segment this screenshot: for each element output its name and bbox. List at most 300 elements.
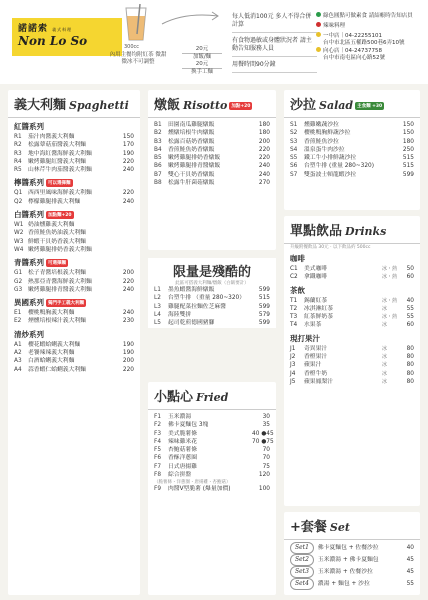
menu-item bbox=[8, 341, 140, 349]
item-code: Q2 bbox=[14, 198, 23, 205]
set-price: 55 bbox=[406, 581, 414, 587]
menu-item bbox=[8, 246, 140, 254]
item-code: L5 bbox=[154, 320, 161, 327]
addon-price: 20元 bbox=[182, 46, 222, 54]
item-price: 100 bbox=[258, 486, 270, 493]
drink-item bbox=[284, 353, 420, 361]
item-price bbox=[116, 221, 134, 229]
item-price: 190 bbox=[122, 350, 134, 357]
item-code: W3 bbox=[14, 238, 24, 245]
item-code: F4 bbox=[154, 438, 162, 445]
group-name: 清炒系列 bbox=[14, 329, 44, 339]
juice-label: 現打果汁 bbox=[290, 333, 320, 343]
item-name: 山林芹牛肉茄醬義大利麵 bbox=[28, 167, 92, 174]
drink-item bbox=[284, 378, 420, 386]
item-price: 599 bbox=[258, 320, 270, 327]
item-price: 60 bbox=[406, 322, 414, 329]
item-name: 熱那亞青醬海鮮義大利麵 bbox=[28, 278, 92, 285]
group-title bbox=[8, 206, 140, 221]
menu-item bbox=[148, 121, 276, 129]
menu-item bbox=[148, 138, 276, 146]
item-code: G1 bbox=[14, 270, 23, 277]
group-badge: 獨門手工義大利麵 bbox=[48, 301, 84, 307]
item-name: 櫻桃鴨胸義大利麵 bbox=[28, 310, 75, 317]
menu-item bbox=[8, 141, 140, 149]
item-price: 80 bbox=[406, 345, 414, 352]
item-code: E2 bbox=[14, 318, 22, 325]
spicy-note: 辣味料理 bbox=[323, 23, 346, 29]
item-price: 170 bbox=[122, 142, 134, 149]
menu-item bbox=[148, 471, 276, 479]
item-name: 燻燉培根牛肉燉飯 bbox=[168, 130, 215, 137]
store1-address: 台中市北區五權路500巷6弄10號 bbox=[323, 40, 405, 46]
item-name: 檸檬雞腿排義大利麵 bbox=[28, 198, 81, 205]
item-name: 松露蕈菇茄醬義大利麵 bbox=[28, 142, 86, 149]
salad-badge: 主食麵 +30 bbox=[357, 103, 383, 109]
item-price: 515 bbox=[258, 295, 270, 302]
store-info bbox=[316, 12, 426, 62]
item-price: 80 bbox=[406, 354, 414, 361]
set-desc: 濃湯 + 麵包 + 沙拉 bbox=[317, 581, 370, 587]
item-price: 599 bbox=[258, 303, 270, 310]
drink-item bbox=[284, 361, 420, 369]
item-name: 蘋果汁 bbox=[304, 362, 322, 369]
menu-item bbox=[8, 366, 140, 374]
item-code: W4 bbox=[14, 246, 24, 253]
item-price: 220 bbox=[258, 146, 270, 153]
item-code: F1 bbox=[154, 414, 162, 420]
item-name: 辣味雞米花 bbox=[168, 438, 197, 445]
item-code: E1 bbox=[14, 310, 22, 317]
set-price: 40 bbox=[406, 545, 414, 551]
menu-item bbox=[148, 294, 276, 302]
item-temp: 冰 bbox=[382, 370, 388, 377]
item-name: 杏鮑菇薯條 bbox=[168, 447, 197, 454]
menu-item bbox=[8, 166, 140, 174]
item-name: 嫩烤雞腿排奶香義大利麵 bbox=[28, 246, 92, 253]
item-name: 嫩烤雞腿排青醬義大利麵 bbox=[28, 286, 92, 293]
spaghetti-title: 義大利麵 bbox=[14, 98, 67, 113]
menu-item bbox=[8, 189, 140, 197]
item-price: 579 bbox=[258, 311, 270, 318]
item-code: R2 bbox=[14, 142, 22, 149]
item-code: W2 bbox=[14, 230, 24, 237]
item-code: A4 bbox=[14, 366, 22, 373]
menu-item bbox=[8, 238, 140, 246]
item-code: J3 bbox=[290, 362, 296, 369]
item-name: 櫻花蝦蛤蜊義大利麵 bbox=[28, 341, 81, 348]
menu-item bbox=[148, 154, 276, 162]
item-price: 150 bbox=[122, 134, 134, 140]
item-price: 240 bbox=[122, 310, 134, 317]
group-badge: 可以選擇麵 bbox=[48, 181, 71, 187]
brand-logo bbox=[12, 18, 122, 56]
item-price: 180 bbox=[258, 122, 270, 128]
item-temp: 冰 bbox=[382, 345, 388, 352]
item-price: 220 bbox=[258, 155, 270, 162]
drinks-title-en: Drinks bbox=[345, 225, 387, 238]
fried-header bbox=[148, 382, 276, 410]
item-code: J5 bbox=[290, 378, 296, 385]
drink-item bbox=[284, 297, 420, 305]
item-name: 松子青醬培根義大利麵 bbox=[28, 270, 86, 277]
menu-item bbox=[148, 129, 276, 137]
item-price: 190 bbox=[122, 150, 134, 157]
fried-list bbox=[148, 410, 276, 494]
item-price: 40 bbox=[406, 297, 414, 304]
item-code: S4 bbox=[290, 146, 298, 153]
rule-in-store: 內用主餐均附紅茶 微甜微冰不可調整 bbox=[109, 52, 167, 65]
group-name: 白醬系列 bbox=[14, 210, 44, 220]
special-list bbox=[148, 286, 276, 327]
item-price: 70 bbox=[262, 447, 270, 454]
item-price: 150 bbox=[402, 130, 414, 137]
item-code: Q1 bbox=[14, 190, 23, 197]
veg-note: 綠色圓點可做素食 請結帳時告知店員 bbox=[323, 13, 413, 19]
item-temp: 冰・熱 bbox=[382, 274, 398, 281]
item-code: F2 bbox=[154, 422, 162, 429]
group-title bbox=[8, 294, 140, 309]
risotto-badge: 加點+20 bbox=[231, 103, 251, 109]
item-code: T1 bbox=[290, 297, 298, 304]
store2-address: 台中市南屯區向心路52號 bbox=[323, 55, 385, 61]
item-temp: 冰 bbox=[382, 305, 388, 312]
group-title bbox=[8, 118, 140, 133]
item-price: 240 bbox=[122, 286, 134, 293]
group-badge: 加點麵+20 bbox=[48, 213, 72, 219]
fried-column bbox=[148, 382, 276, 595]
item-name: 拿鐵咖啡 bbox=[304, 274, 328, 281]
risotto-title: 燉飯 bbox=[154, 98, 181, 113]
item-code: S3 bbox=[290, 138, 298, 145]
item-temp: 冰 bbox=[382, 378, 388, 385]
item-code: T3 bbox=[290, 314, 298, 321]
risotto-title-en: Risotto bbox=[183, 99, 228, 112]
item-name: 冰淇淋紅茶 bbox=[304, 305, 333, 312]
item-name: 佛卡夏麵包 3塊 bbox=[168, 422, 209, 429]
item-name: 蘋果鳳梨汁 bbox=[304, 378, 333, 385]
item-temp: 冰・熱 bbox=[382, 314, 398, 321]
item-code: F3 bbox=[154, 430, 162, 437]
special-section bbox=[148, 258, 276, 328]
item-price: 200 bbox=[258, 138, 270, 145]
store-dot-icon bbox=[316, 32, 321, 37]
coffee-label: 咖啡 bbox=[290, 254, 305, 263]
menu-item bbox=[8, 317, 140, 325]
special-note: 此區可搭義大利麵/燉飯（白飯要計） bbox=[175, 281, 249, 286]
item-code: G2 bbox=[14, 278, 23, 285]
item-name: 紅茶鮮奶茶 bbox=[304, 314, 333, 321]
brand-sub: 義式料理 bbox=[52, 27, 73, 32]
rule-addons bbox=[182, 46, 222, 76]
item-price: 599 bbox=[402, 171, 414, 178]
group-name: 青醬系列 bbox=[14, 258, 44, 268]
item-name: 水果茶 bbox=[304, 322, 322, 329]
item-name: 嫩烤雞腿排奶香燉飯 bbox=[168, 155, 221, 162]
salad-header bbox=[284, 90, 420, 118]
menu-item bbox=[8, 229, 140, 237]
item-name: 台塑牛排 (重量 280~320) bbox=[304, 163, 374, 170]
cup-icon bbox=[118, 4, 154, 44]
item-code: T4 bbox=[290, 322, 298, 329]
menu-item bbox=[148, 454, 276, 462]
dining-notes bbox=[232, 12, 317, 76]
set-desc: 玉米濃湯 + 佛卡夏麵包 bbox=[317, 557, 379, 563]
item-name: 櫻桃鴨胸鮮蔬沙拉 bbox=[304, 130, 351, 137]
menu-item bbox=[284, 138, 420, 146]
menu-item bbox=[148, 171, 276, 179]
group-badge: 可選擇麵 bbox=[48, 261, 66, 267]
spaghetti-header bbox=[8, 90, 140, 118]
group-title bbox=[8, 254, 140, 269]
drink-item bbox=[284, 305, 420, 313]
header-bar bbox=[0, 0, 428, 84]
item-code: F5 bbox=[154, 447, 162, 454]
chili-icon bbox=[316, 22, 321, 27]
store2-name: 向心店｜04-24737758 bbox=[323, 48, 382, 54]
item-name: 雙心干貝奶香燉飯 bbox=[168, 171, 215, 178]
tea-label: 茶飲 bbox=[290, 285, 305, 295]
item-code: F9 bbox=[154, 486, 162, 493]
item-name: 蒜香蝦仁蛤蜊義大利麵 bbox=[28, 366, 86, 373]
menu-item bbox=[8, 349, 140, 357]
item-code: A3 bbox=[14, 358, 22, 365]
item-temp: 冰・熱 bbox=[382, 266, 398, 272]
item-code: S7 bbox=[290, 171, 298, 178]
item-name: 鐵工牛小排鮮蔬沙拉 bbox=[304, 155, 357, 162]
menu-item bbox=[148, 162, 276, 170]
item-price: 220 bbox=[122, 366, 134, 373]
menu-item bbox=[148, 286, 276, 294]
drink-item bbox=[284, 345, 420, 353]
item-price: 515 bbox=[402, 155, 414, 162]
item-code: C2 bbox=[290, 274, 298, 281]
item-price: 240 bbox=[258, 171, 270, 178]
fried-title: 小點心 bbox=[154, 390, 194, 405]
item-code: S2 bbox=[290, 130, 298, 137]
note-time-limit: 用餐時間90分鐘 bbox=[232, 60, 317, 73]
item-name: 香酥洋蔥圈 bbox=[168, 455, 197, 462]
set-item bbox=[284, 578, 420, 590]
menu-item bbox=[8, 269, 140, 277]
tea-list bbox=[284, 297, 420, 330]
drinks-column bbox=[284, 216, 420, 506]
item-code: L3 bbox=[154, 303, 161, 310]
group-name: 異國系列 bbox=[14, 298, 44, 308]
item-code: T2 bbox=[290, 305, 298, 312]
item-temp: 冰 bbox=[382, 322, 388, 329]
menu-item bbox=[148, 446, 276, 454]
item-name: 墨魚蝦醬海鮮燉飯 bbox=[168, 287, 215, 293]
juice-list bbox=[284, 345, 420, 386]
item-code: R4 bbox=[14, 158, 22, 165]
drink-item bbox=[284, 321, 420, 329]
item-price: 80 bbox=[406, 370, 414, 377]
item-price: 70 bbox=[262, 455, 270, 462]
menu-item bbox=[148, 146, 276, 154]
item-temp: 冰 bbox=[382, 354, 388, 361]
item-price: 240 bbox=[258, 163, 270, 170]
salad-list bbox=[284, 118, 420, 179]
item-code: R1 bbox=[14, 134, 22, 140]
menu-item bbox=[284, 121, 420, 129]
special-title: 限量是殘酷的 bbox=[172, 265, 251, 280]
drinks-note: 升級附餐飲品 30元 · 以下飲品約 500cc bbox=[290, 245, 371, 250]
item-name: 地中海紅醬海鮮義大利麵 bbox=[28, 150, 92, 157]
item-code: A1 bbox=[14, 341, 22, 348]
risotto-header bbox=[148, 90, 276, 118]
item-name: 香橙牛奶 bbox=[304, 370, 328, 377]
item-name: 美式咖啡 bbox=[304, 266, 328, 272]
brand-en: Non Lo So bbox=[18, 34, 88, 48]
menu-item bbox=[148, 430, 276, 438]
item-code: R5 bbox=[14, 167, 22, 174]
item-code: L4 bbox=[154, 311, 161, 318]
item-code: S6 bbox=[290, 163, 298, 170]
menu-item bbox=[148, 485, 276, 493]
item-price: 70 ●75 bbox=[252, 438, 274, 445]
item-price: 240 bbox=[122, 167, 134, 174]
menu-item bbox=[8, 286, 140, 294]
item-name: 美式脆薯條 bbox=[168, 430, 197, 437]
item-price: 180 bbox=[402, 138, 414, 145]
item-code: F6 bbox=[154, 455, 162, 462]
item-price bbox=[116, 246, 134, 254]
item-code: B7 bbox=[154, 171, 162, 178]
salad-column bbox=[284, 90, 420, 210]
item-name: 台塑牛排 （重量 280~320） bbox=[168, 295, 246, 302]
item-code: J2 bbox=[290, 354, 296, 361]
menu-item bbox=[148, 463, 276, 471]
set-desc: 佛卡夏麵包 + 佐餐沙拉 bbox=[317, 545, 379, 551]
takeout-label: 換手工麵 bbox=[190, 69, 213, 75]
item-name: 鮮蝦干貝奶香義大利麵 bbox=[28, 238, 86, 245]
coffee-list bbox=[284, 265, 420, 282]
item-name: 嫩烤雞腿紅醬義大利麵 bbox=[28, 158, 86, 165]
note-minimum: 每人低消100元 多人不得合併計算 bbox=[232, 12, 317, 33]
item-name: 田園南瓜雞腿燉飯 bbox=[168, 122, 215, 128]
group-title bbox=[8, 326, 140, 341]
store1-name: 一中店｜04-22255101 bbox=[323, 33, 382, 39]
item-code: W1 bbox=[14, 222, 24, 229]
item-price: 200 bbox=[122, 270, 134, 277]
item-price: 220 bbox=[122, 190, 134, 197]
item-price: 190 bbox=[122, 341, 134, 348]
item-price: 50 bbox=[406, 266, 414, 272]
item-name: 雞腿配菜拉麵佐芝麻醬 bbox=[168, 303, 226, 310]
item-code: L1 bbox=[154, 287, 161, 293]
item-code: J4 bbox=[290, 370, 296, 377]
menu-item bbox=[8, 357, 140, 365]
drink-item bbox=[284, 265, 420, 273]
item-price: 240 bbox=[122, 198, 134, 205]
item-price: 40 ●45 bbox=[252, 430, 274, 437]
item-name: 白酒蛤蜊義大利麵 bbox=[28, 358, 75, 365]
item-code: F8 bbox=[154, 472, 162, 479]
salad-title: 沙拉 bbox=[290, 98, 317, 113]
item-name: 松露百菇奶香燉飯 bbox=[168, 138, 215, 145]
item-price bbox=[116, 229, 134, 237]
item-price: 270 bbox=[258, 180, 270, 187]
item-name: 溫泉蛋牛肉沙拉 bbox=[304, 146, 345, 153]
menu-item bbox=[148, 421, 276, 429]
set-item bbox=[284, 542, 420, 554]
veg-dot-icon bbox=[316, 12, 321, 17]
item-name: 煙燻培根辣汁義大利麵 bbox=[28, 318, 86, 325]
item-price: 80 bbox=[406, 378, 414, 385]
item-name: 肉醬V型脆薯 (爆量加價) bbox=[168, 486, 231, 493]
item-name: 起司乾煎德國豬腳 bbox=[168, 320, 215, 327]
spaghetti-groups bbox=[8, 118, 140, 374]
item-price bbox=[116, 238, 134, 246]
item-code: G3 bbox=[14, 286, 23, 293]
item-code: B2 bbox=[154, 130, 162, 137]
menu-item bbox=[148, 413, 276, 421]
menu-item bbox=[8, 158, 140, 166]
item-code: L2 bbox=[154, 295, 161, 302]
menu-item bbox=[148, 179, 276, 187]
item-temp: 冰・熱 bbox=[382, 297, 398, 304]
set-desc: 玉米濃湯 + 佐餐沙拉 bbox=[317, 569, 373, 575]
set-tag: Set3 bbox=[290, 566, 314, 578]
item-name: 香煎鮭魚奶香燉飯 bbox=[168, 146, 215, 153]
set-list bbox=[284, 540, 420, 590]
fried-title-en: Fried bbox=[196, 391, 229, 404]
item-price: 230 bbox=[122, 318, 134, 325]
item-name: 海陸雙拼 bbox=[168, 311, 192, 318]
item-name: 日式唐揚雞 bbox=[168, 463, 197, 470]
item-name: 老饕辣辣義大利麵 bbox=[28, 350, 75, 357]
set-tag: Set4 bbox=[290, 578, 314, 590]
brand-zh: 諾諾索 bbox=[18, 24, 49, 34]
item-code: F7 bbox=[154, 463, 162, 470]
item-price: 60 bbox=[406, 274, 414, 281]
item-code: B3 bbox=[154, 138, 162, 145]
item-price: 180 bbox=[258, 130, 270, 137]
group-name: 紅醬系列 bbox=[14, 122, 44, 131]
drinks-title: 單點飲品 bbox=[290, 224, 343, 239]
item-name: 香煎鮭魚沙拉 bbox=[304, 138, 339, 145]
group-name: 檸醬系列 bbox=[14, 178, 44, 188]
set-title-en: Set bbox=[329, 521, 350, 534]
drink-item bbox=[284, 370, 420, 378]
item-code: C1 bbox=[290, 266, 298, 272]
item-code: B6 bbox=[154, 163, 162, 170]
item-price: 55 bbox=[406, 305, 414, 312]
set-tag: Set2 bbox=[290, 554, 314, 566]
set-title: +套餐 bbox=[290, 520, 327, 535]
item-price: 80 bbox=[406, 362, 414, 369]
item-name: 嫩烤雞腿排青醬燉飯 bbox=[168, 163, 221, 170]
item-name: 錫蘭紅茶 bbox=[304, 297, 328, 304]
set-price: 45 bbox=[406, 569, 414, 575]
spaghetti-column bbox=[8, 90, 140, 595]
item-name: 燻雞嫩蔬沙拉 bbox=[304, 122, 339, 128]
menu-item bbox=[148, 303, 276, 311]
set-item bbox=[284, 554, 420, 566]
item-price: 515 bbox=[402, 163, 414, 170]
drink-item bbox=[284, 313, 420, 321]
item-price: 599 bbox=[258, 287, 270, 293]
addon-label: 加飯/麵 bbox=[192, 54, 212, 60]
item-code: B4 bbox=[154, 146, 162, 153]
risotto-column bbox=[148, 90, 276, 250]
item-price: 150 bbox=[402, 122, 414, 128]
item-name: 西西里風味海鮮義大利麵 bbox=[28, 190, 92, 197]
menu-item bbox=[8, 133, 140, 141]
item-code: S5 bbox=[290, 155, 298, 162]
set-price: 45 bbox=[406, 557, 414, 563]
